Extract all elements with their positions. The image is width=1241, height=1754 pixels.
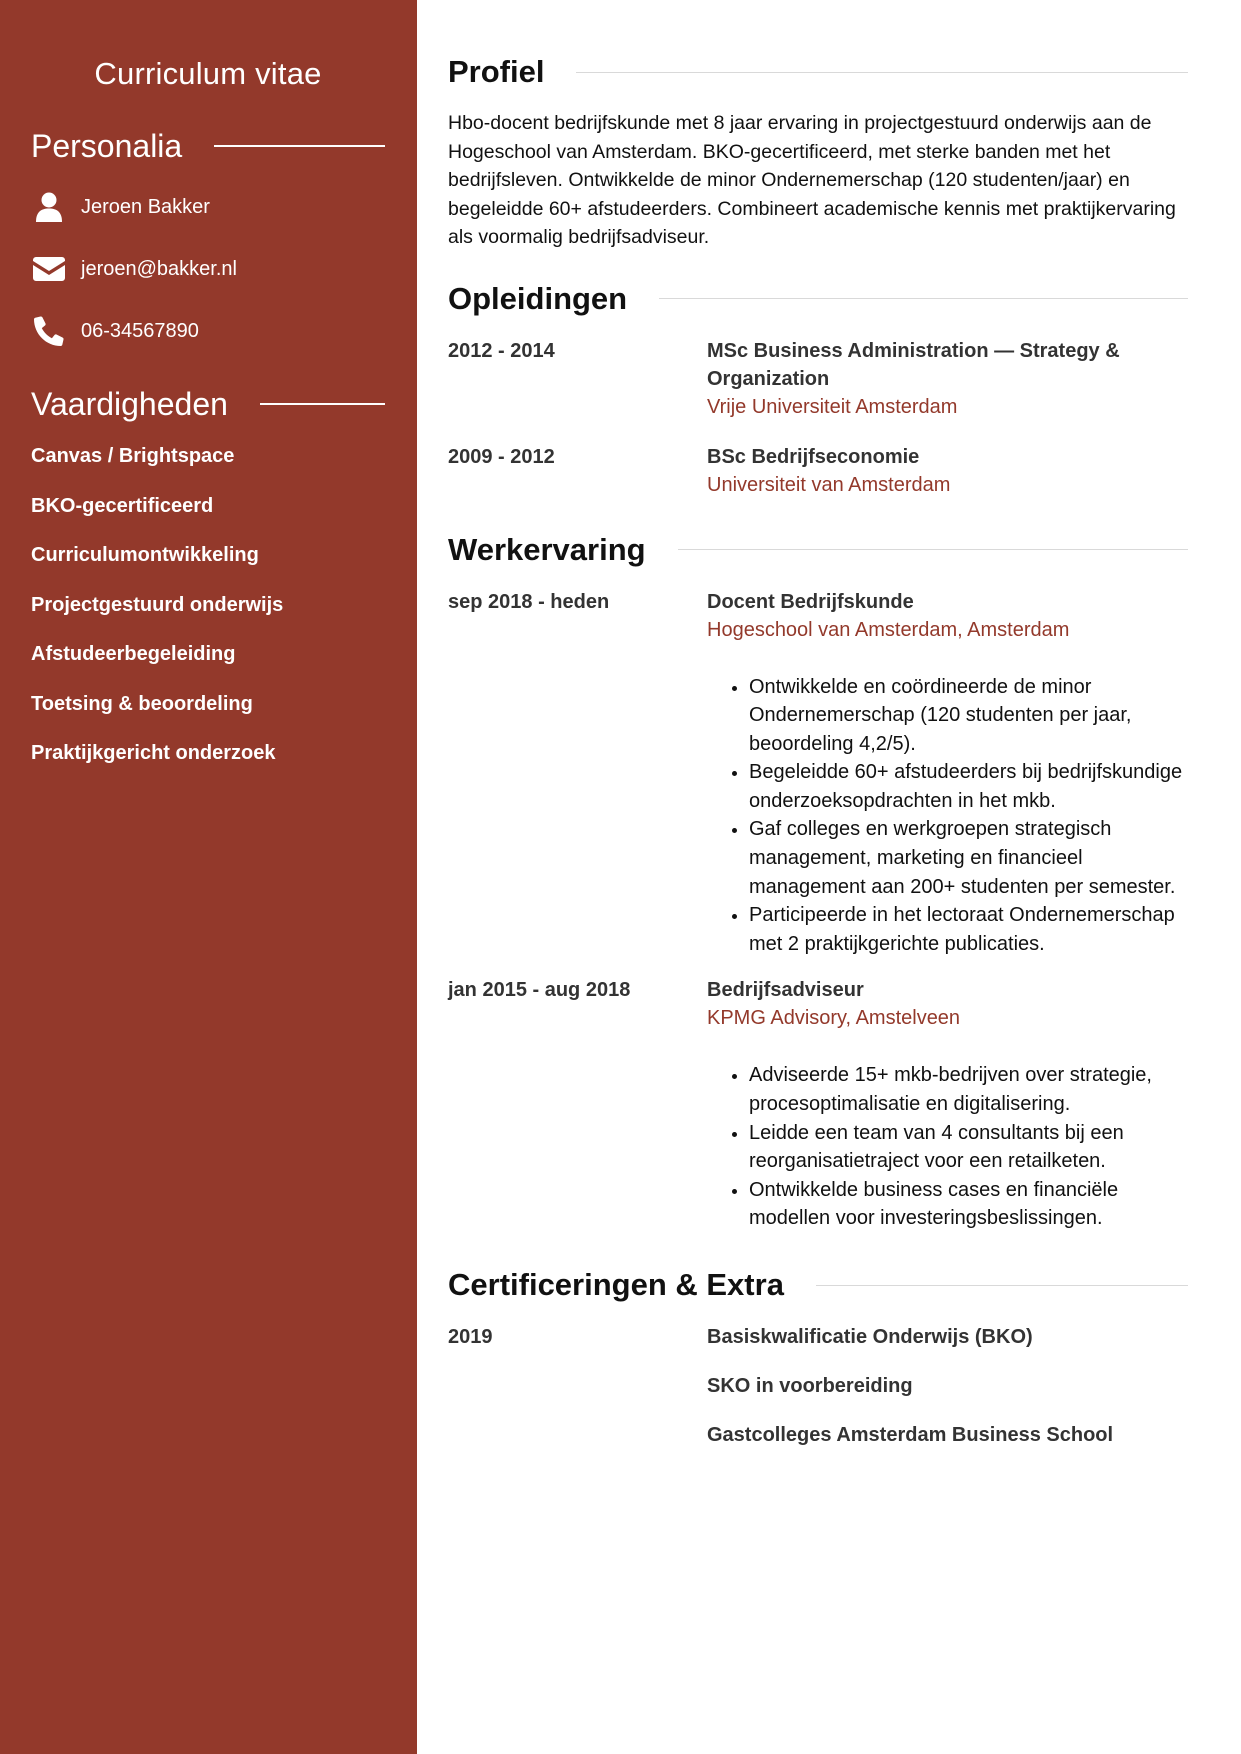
phone-icon (31, 313, 67, 349)
entry-organization: Vrije Universiteit Amsterdam (707, 395, 958, 418)
skill-item: Projectgestuurd onderwijs (31, 593, 284, 616)
section-divider (816, 1285, 1188, 1286)
profile-heading: Profiel (448, 54, 545, 89)
section-divider (576, 72, 1188, 73)
certification-item: Basiskwalificatie Onderwijs (BKO) (707, 1326, 1033, 1348)
contact-email[interactable] (31, 249, 385, 289)
education-entry (448, 443, 1188, 499)
entry-organization: Hogeschool van Amsterdam, Amsterdam (707, 618, 1070, 641)
section-divider (659, 298, 1188, 299)
list-item: • Ontwikkelde business cases en financiële modellen voor investeringsbeslissingen. (749, 1176, 1188, 1233)
entry-date: 2019 (448, 1326, 493, 1348)
entry-title: Docent Bedrijfskunde (707, 590, 914, 613)
skills-heading-text: Vaardigheden (31, 386, 228, 422)
contact-email-text[interactable]: jeroen@bakker.nl (81, 257, 237, 280)
list-item: • Ontwikkelde en coördineerde de minor Ondernemerschap (120 studenten per jaar, beoordeling 4,2/5). (749, 673, 1188, 759)
profile-text: Hbo-docent bedrijfskunde met 8 jaar ervaring in projectgestuurd onderwijs aan de Hogeschool van Amsterdam. BKO-gecertificeerd, met sterke banden met het bedrijfsleven. Ontwikkelde de minor Ondernemerschap (120 studenten/jaar) en begeleidde 60+ afstudeerders. Combineert academische kennis met praktijkervaring als voormalig bedrijfsadviseur. (448, 112, 1176, 248)
skill-item: Canvas / Brightspace (31, 445, 235, 467)
personalia-heading-text: Personalia (31, 128, 183, 164)
entry-date: 2012 - 2014 (448, 339, 555, 362)
skill-item: Afstudeerbegeleiding (31, 643, 236, 665)
envelope-icon (31, 251, 67, 287)
list-item: • Gaf colleges en werkgroepen strategisch management, marketing en financieel management aan 200+ studenten per semester. (749, 815, 1188, 901)
entry-organization: KPMG Advisory, Amstelveen (707, 1007, 961, 1030)
entry-title: MSc Business Administration — Strategy & Organization (707, 339, 1120, 390)
certifications-section-heading (448, 1265, 1188, 1305)
certifications-entry (448, 1323, 1188, 1470)
certification-item: Gastcolleges Amsterdam Business School (707, 1424, 1114, 1446)
education-section-heading (448, 279, 1188, 319)
experience-section-heading (448, 530, 1188, 570)
entry-date: jan 2015 - aug 2018 (448, 979, 631, 1002)
contact-list (31, 187, 385, 351)
certifications-heading: Certificeringen & Extra (448, 1267, 784, 1302)
section-divider (678, 549, 1188, 550)
education-heading: Opleidingen (448, 280, 628, 316)
list-item: • Participeerde in het lectoraat Ondernemerschap met 2 praktijkgerichte publicaties. (749, 901, 1188, 958)
contact-phone-text[interactable]: 06-34567890 (81, 319, 199, 342)
contact-phone[interactable] (31, 311, 385, 351)
main-content (448, 0, 1188, 1470)
skill-item: Praktijkgericht onderzoek (31, 742, 276, 764)
heading-divider (260, 403, 385, 405)
education-entry (448, 337, 1188, 421)
document-title: Curriculum vitae (94, 56, 322, 91)
profile-section-heading (448, 52, 1188, 92)
skill-item: Toetsing & beoordeling (31, 692, 253, 715)
experience-entry (448, 588, 1188, 959)
list-item: • Leidde een team van 4 consultants bij een reorganisatietraject voor een retailketen. (749, 1119, 1188, 1176)
entry-title: Bedrijfsadviseur (707, 979, 864, 1002)
personalia-heading (31, 126, 385, 166)
contact-name (31, 187, 385, 227)
experience-entry (448, 976, 1188, 1233)
user-icon (31, 189, 67, 225)
skill-item: BKO-gecertificeerd (31, 494, 214, 517)
entry-date: sep 2018 - heden (448, 590, 610, 613)
experience-heading: Werkervaring (448, 531, 646, 567)
list-item: • Begeleidde 60+ afstudeerders bij bedrijfskundige onderzoeksopdrachten in het mkb. (749, 758, 1188, 815)
entry-date: 2009 - 2012 (448, 445, 555, 468)
entry-organization: Universiteit van Amsterdam (707, 473, 951, 496)
certification-item: SKO in voorbereiding (707, 1375, 913, 1397)
skill-item: Curriculumontwikkeling (31, 544, 259, 566)
achievement-list (707, 1061, 1188, 1233)
heading-divider (214, 145, 385, 147)
skills-list (31, 444, 385, 766)
entry-title: BSc Bedrijfseconomie (707, 445, 920, 468)
contact-name-text: Jeroen Bakker (81, 195, 210, 218)
sidebar (0, 0, 417, 1754)
achievement-list (707, 673, 1188, 959)
skills-heading (31, 384, 385, 424)
list-item: • Adviseerde 15+ mkb-bedrijven over strategie, procesoptimalisatie en digitalisering. (749, 1061, 1188, 1118)
